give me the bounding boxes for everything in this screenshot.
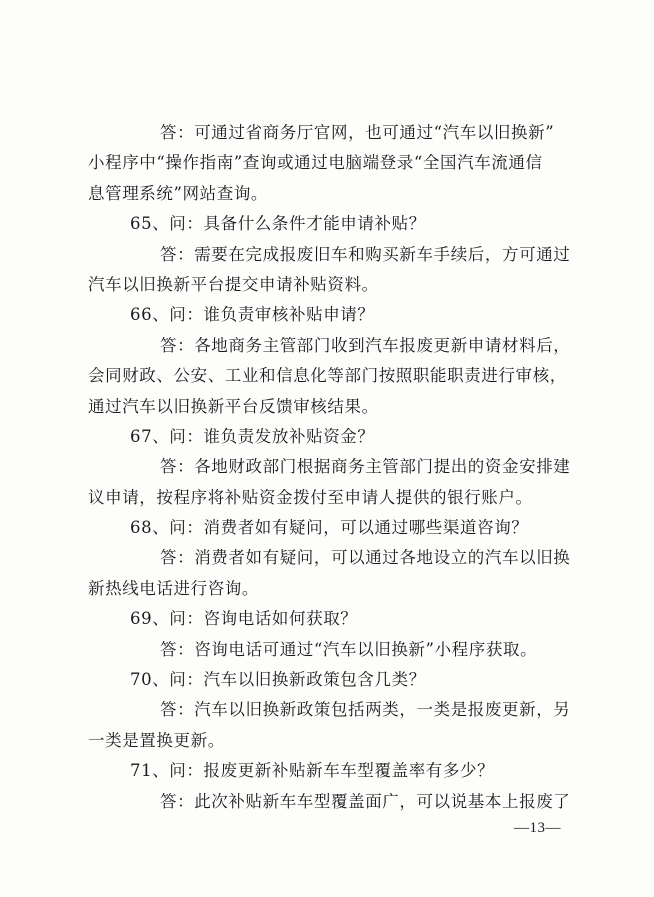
answer-68-line-1: 答：消费者如有疑问，可以通过各地设立的汽车以旧换 xyxy=(160,548,571,568)
answer-67-line-1: 答：各地财政部门根据商务主管部门提出的资金安排建 xyxy=(160,457,571,477)
question-70: 70、问：汽车以旧换新政策包含几类？ xyxy=(130,670,426,690)
answer-64-line-3: 息管理系统”网站查询。 xyxy=(88,183,269,203)
answer-68-line-2: 新热线电话进行咨询。 xyxy=(88,578,259,598)
question-69: 69、问：咨询电话如何获取？ xyxy=(130,609,358,629)
question-67: 67、问：谁负责发放补贴资金？ xyxy=(130,426,375,446)
answer-70-line-2: 一类是置换更新。 xyxy=(88,730,225,750)
answer-71-line-1: 答：此次补贴新车车型覆盖面广，可以说基本上报废了 xyxy=(160,791,571,811)
answer-64-line-1: 答：可通过省商务厅官网，也可通过“汽车以旧换新” xyxy=(160,123,555,142)
document-body xyxy=(88,118,574,817)
question-66: 66、问：谁负责审核补贴申请？ xyxy=(130,305,375,325)
question-71: 71、问：报废更新补贴新车车型覆盖率有多少？ xyxy=(130,761,495,781)
answer-66-line-3: 通过汽车以旧换新平台反馈审核结果。 xyxy=(88,396,379,416)
question-65: 65、问：具备什么条件才能申请补贴？ xyxy=(130,214,426,234)
answer-65-line-1: 答：需要在完成报废旧车和购买新车手续后，方可通过 xyxy=(160,244,571,264)
answer-66-line-1: 答：各地商务主管部门收到汽车报废更新申请材料后， xyxy=(160,335,571,355)
answer-65-line-2: 汽车以旧换新平台提交申请补贴资料。 xyxy=(88,274,379,294)
answer-67-line-2: 议申请，按程序将补贴资金拨付至申请人提供的银行账户。 xyxy=(88,487,533,507)
page-number: —13— xyxy=(514,820,561,836)
answer-70-line-1: 答：汽车以旧换新政策包括两类，一类是报废更新，另 xyxy=(160,700,571,720)
answer-66-line-2: 会同财政、公安、工业和信息化等部门按照职能职责进行审核， xyxy=(88,366,567,386)
answer-69-line-1: 答：咨询电话可通过“汽车以旧换新”小程序获取。 xyxy=(160,639,538,659)
answer-64-line-2: 小程序中“操作指南”查询或通过电脑端登录“全国汽车流通信 xyxy=(88,153,543,173)
question-68: 68、问：消费者如有疑问，可以通过哪些渠道咨询？ xyxy=(130,518,529,538)
